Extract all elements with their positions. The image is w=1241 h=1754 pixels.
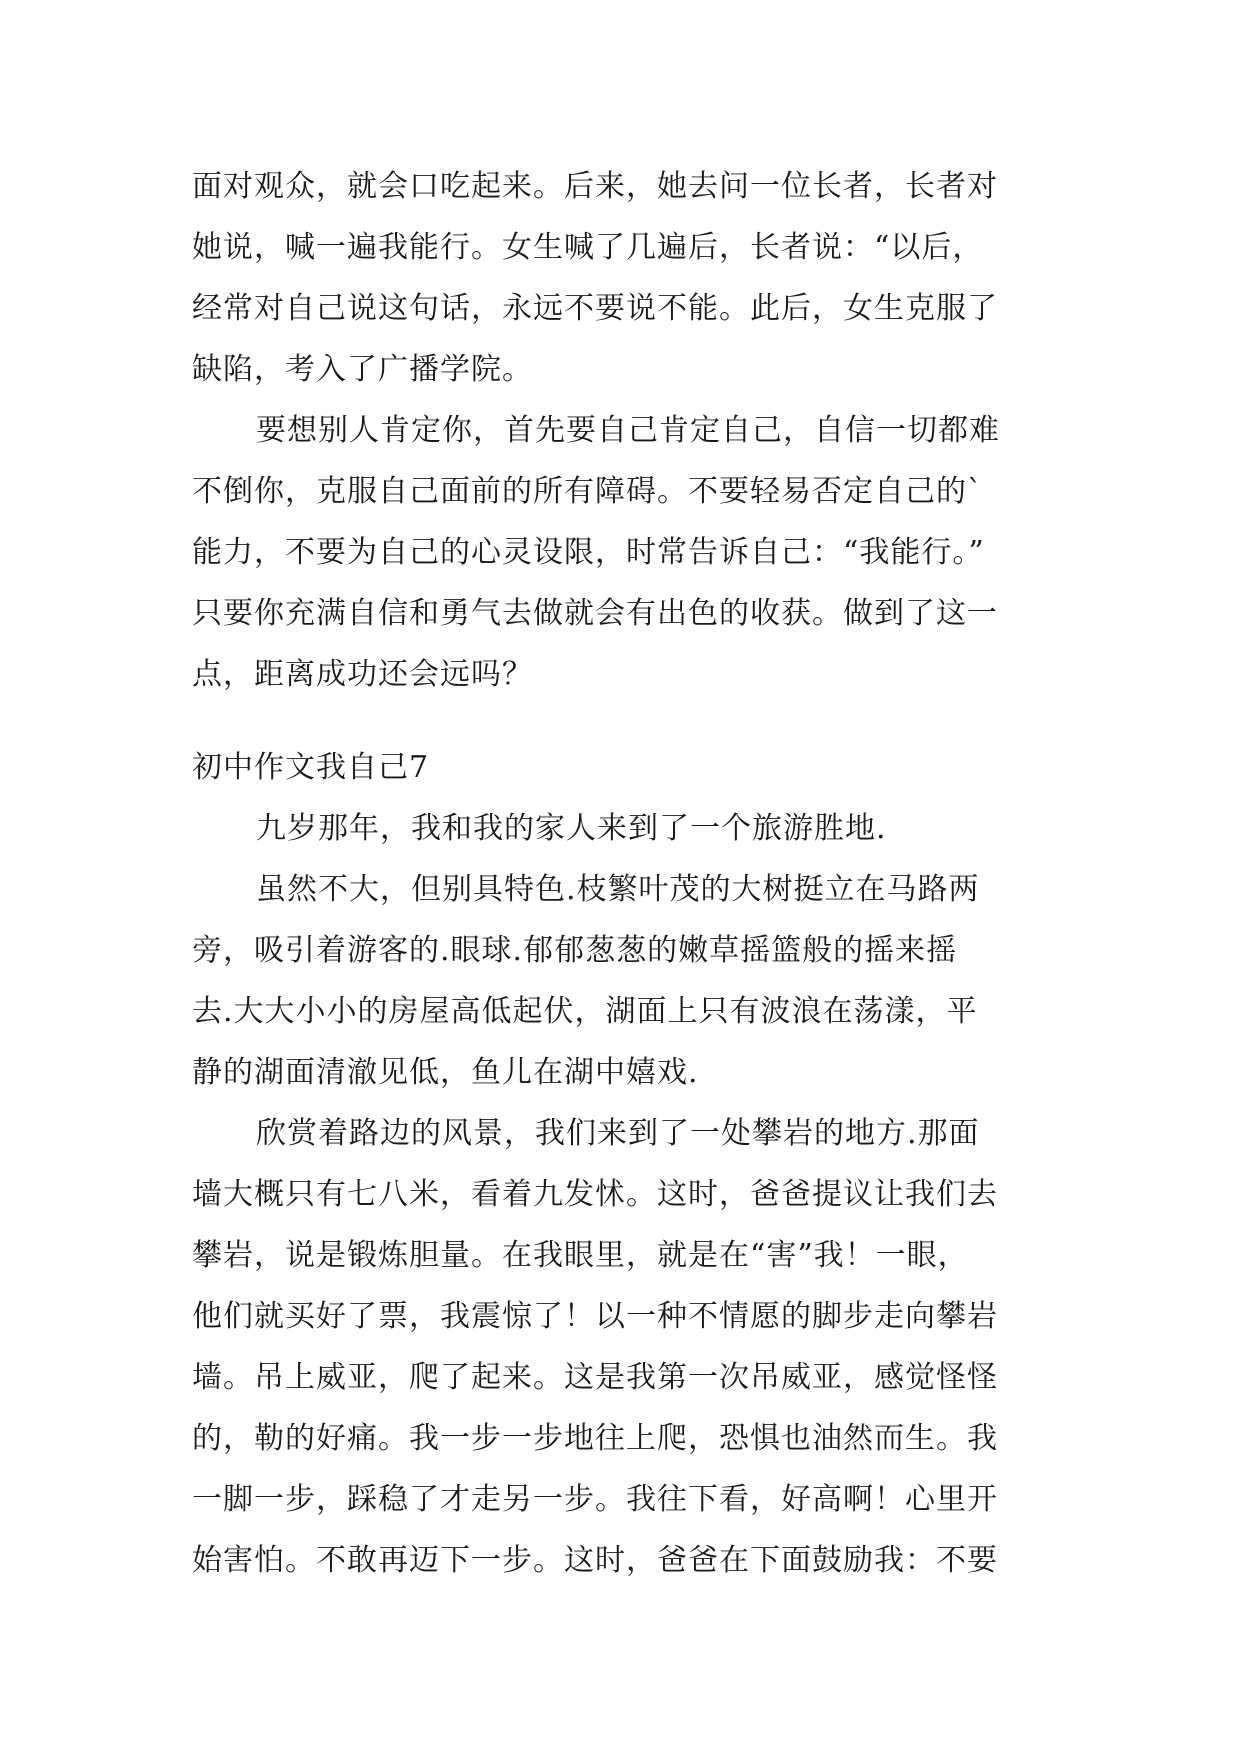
essay-heading: 初中作文我自己7 <box>192 750 430 785</box>
essay-previous-section <box>192 156 1062 705</box>
paragraph-line: 面对观众，就会口吃起来。后来，她去问一位长者，长者对 <box>192 169 998 204</box>
paragraph-line: 虽然不大，但别具特色.枝繁叶茂的大树挺立在马路两 <box>256 872 980 907</box>
paragraph-line: 不倒你，克服自己面前的所有障碍。不要轻易否定自己的` <box>192 474 983 509</box>
paragraph-line: 墙。吊上威亚，爬了起来。这是我第一次吊威亚，感觉怪怪 <box>192 1360 998 1395</box>
paragraph-line: 静的湖面清澈见低，鱼儿在湖中嬉戏. <box>192 1055 699 1090</box>
paragraph-line: 去.大大小小的房屋高低起伏，湖面上只有波浪在荡漾，平 <box>192 994 978 1029</box>
paragraph-line: 缺陷，考入了广播学院。 <box>192 352 533 387</box>
paragraph-line: 他们就买好了票，我震惊了！以一种不情愿的脚步走向攀岩 <box>192 1299 998 1334</box>
paragraph-line: 能力，不要为自己的心灵设限，时常告诉自己：“我能行。” <box>192 535 985 570</box>
paragraph-line: 墙大概只有七八米，看着九发怵。这时，爸爸提议让我们去 <box>192 1177 998 1212</box>
essay-section-seven <box>192 737 1062 1591</box>
paragraph-line: 点，距离成功还会远吗？ <box>192 657 533 692</box>
paragraph-line: 旁，吸引着游客的.眼球.郁郁葱葱的嫩草摇篮般的摇来摇 <box>192 933 958 968</box>
paragraph-line: 九岁那年，我和我的家人来到了一个旅游胜地. <box>256 811 887 846</box>
paragraph-line: 始害怕。不敢再迈下一步。这时，爸爸在下面鼓励我：不要 <box>192 1543 998 1578</box>
paragraph-line: 攀岩，说是锻炼胆量。在我眼里，就是在“害”我！一眼， <box>192 1238 969 1273</box>
paragraph-line: 只要你充满自信和勇气去做就会有出色的收获。做到了这一 <box>192 596 998 631</box>
paragraph-line: 要想别人肯定你，首先要自己肯定自己，自信一切都难 <box>256 413 1000 448</box>
paragraph-line: 的，勒的好痛。我一步一步地往上爬，恐惧也油然而生。我 <box>192 1421 998 1456</box>
paragraph-line: 欣赏着路边的风景，我们来到了一处攀岩的地方.那面 <box>256 1116 980 1151</box>
paragraph-line: 她说，喊一遍我能行。女生喊了几遍后，长者说：“以后， <box>192 230 984 265</box>
paragraph-line: 经常对自己说这句话，永远不要说不能。此后，女生克服了 <box>192 291 998 326</box>
paragraph-line: 一脚一步，踩稳了才走另一步。我往下看，好高啊！心里开 <box>192 1482 998 1517</box>
